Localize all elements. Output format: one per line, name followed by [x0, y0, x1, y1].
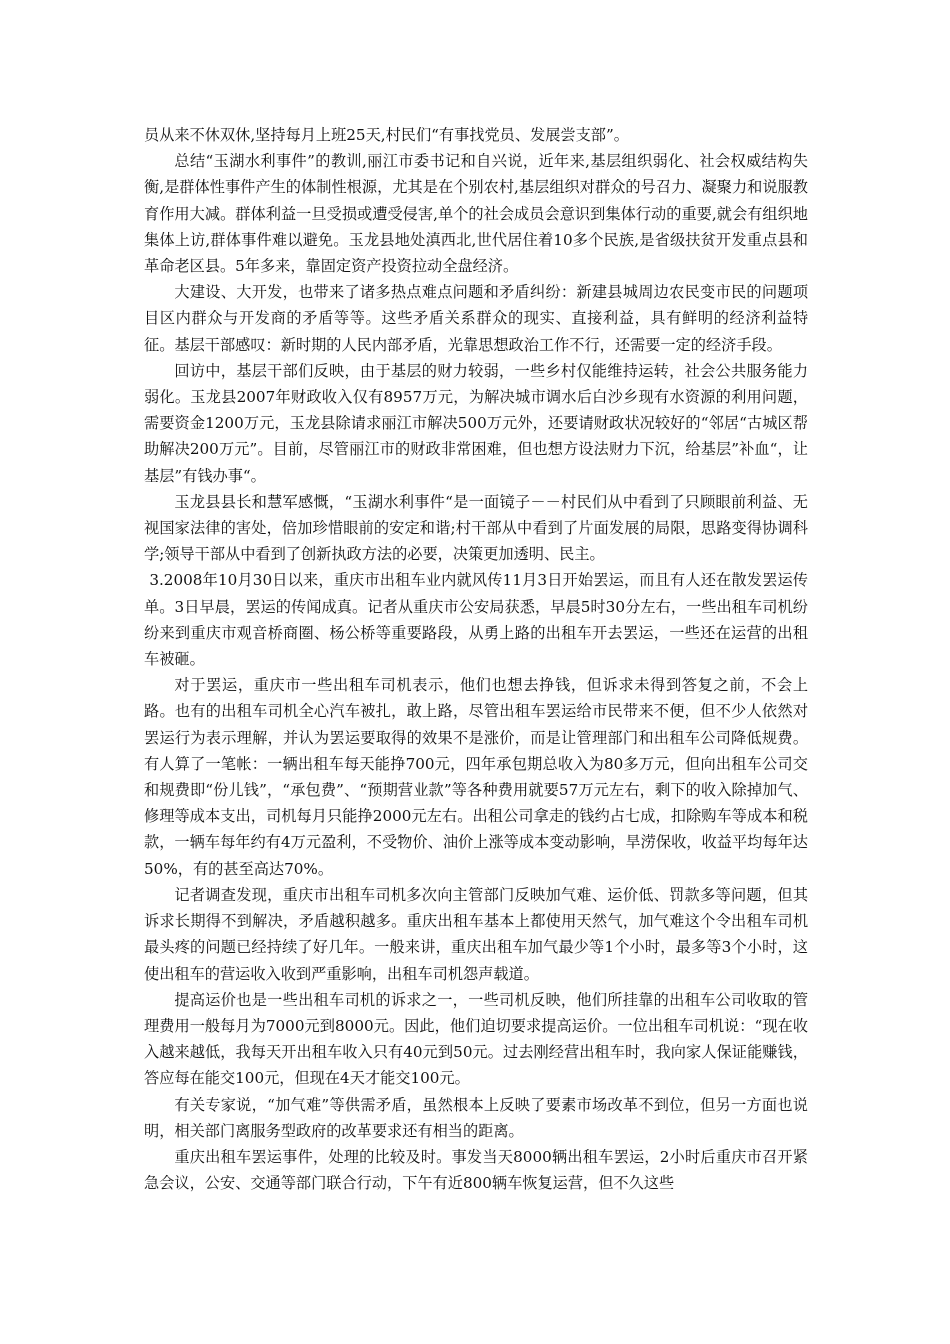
- paragraph-development-conflicts: 大建设、大开发，也带来了诸多热点难点问题和矛盾纠纷：新建县城周边农民变市民的问题项目区内群众与开发商的矛盾等等。这些矛盾关系群众的现实、直接利益，具有鲜明的经济利益特征。基层干部感叹：新时期的人民内部矛盾，光靠思想政治工作不行，还需要一定的经济手段。: [144, 283, 808, 354]
- paragraph-expert-opinion: 有关专家说，“加气难”等供需矛盾，虽然根本上反映了要素市场改革不到位，但另一方面也说明，相关部门离服务型政府的改革要求还有相当的距离。: [144, 1095, 808, 1140]
- paragraph-lesson-summary: 总结“玉湖水利事件”的教训,丽江市委书记和自兴说，近年来,基层组织弱化、社会权威结构失衡,是群体性事件产生的体制性根源，尤其是在个别农村,基层组织对群众的号召力、凝聚力和说服教育作用大减。群体利益一旦受损或遭受侵害,单个的社会成员会意识到集体行动的重要,就会有组织地集体上访,群体事件难以避免。玉龙县地处滇西北,世代居住着10多个民族,是省级扶贫开发重点县和革命老区县。5年多来，靠固定资产投资拉动全盘经济。: [144, 152, 808, 276]
- document-body: [144, 122, 808, 1196]
- paragraph-driver-views: 对于罢运，重庆市一些出租车司机表示，他们也想去挣钱，但诉求未得到答复之前，不会上路。也有的出租车司机全心汽车被扎，敢上路，尽管出租车罢运给市民带来不便，但不少人依然对罢运行为表示理解，并认为罢运要取得的效果不是涨价，而是让管理部门和出租车公司降低规费。有人算了一笔帐：一辆出租车每天能挣700元，四年承包期总收入为80多万元，但向出租车公司交和规费即“份儿钱”，“承包费”、“预期营业款”等各种费用就要57万元左右，剩下的收入除掉加气、修理等成本支出，司机每月只能挣2000元左右。出租公司拿走的钱约占七成，扣除购车等成本和税款，一辆车每年约有4万元盈利，不受物价、油价上涨等成本变动影响，旱涝保收，收益平均每年达50%，有的甚至高达70%。: [144, 676, 808, 878]
- paragraph-chongqing-strike-intro: 3.2008年10月30日以来，重庆市出租车业内就风传11月3日开始罢运，而且有人还在散发罢运传单。3日早晨，罢运的传闻成真。记者从重庆市公安局获悉，早晨5时30分左右，一些出租车司机纷纷来到重庆市观音桥商圈、杨公桥等重要路段，从勇上路的出租车开去罢运，一些还在运营的出租车被砸。: [144, 571, 808, 669]
- paragraph-continuation: 员从来不休双休,坚持每月上班25天,村民们“有事找党员、发展尝支部”。: [144, 126, 629, 144]
- paragraph-strike-handling: 重庆出租车罢运事件，处理的比较及时。事发当天8000辆出租车罢运，2小时后重庆市召开紧急会议，公安、交通等部门联合行动，下午有近800辆车恢复运营，但不久这些: [144, 1147, 808, 1193]
- paragraph-revisit-finance: 回访中，基层干部们反映，由于基层的财力较弱，一些乡村仅能维持运转，社会公共服务能力弱化。玉龙县2007年财政收入仅有8957万元，为解决城市调水后白沙乡现有水资源的利用问题，需要资金1200万元，玉龙县除请求丽江市解决500万元外，还要请财政状况较好的“邻居“古城区帮助解决200万元”。目前，尽管丽江市的财政非常困难，但也想方设法财力下沉，给基层”补血“，让基层”有钱办事“。: [144, 361, 808, 485]
- paragraph-fare-demands: 提高运价也是一些出租车司机的诉求之一，一些司机反映，他们所挂靠的出租车公司收取的管理费用一般每月为7000元到8000元。因此，他们迫切要求提高运价。一位出租车司机说：“现在收入越来越低，我每天开出租车收入只有40元到50元。过去刚经营出租车时，我向家人保证能赚钱，答应每在能交100元，但现在4天才能交100元。: [144, 990, 808, 1088]
- paragraph-reporter-findings: 记者调查发现，重庆市出租车司机多次向主管部门反映加气难、运价低、罚款多等问题，但其诉求长期得不到解决，矛盾越积越多。重庆出租车基本上都使用天然气，加气难这个令出租车司机最头疼的问题已经持续了好几年。一般来讲，重庆出租车加气最少等1个小时，最多等3个小时，这使出租车的营运收入收到严重影响，出租车司机怨声载道。: [144, 885, 808, 983]
- paragraph-county-head-remarks: 玉龙县县长和慧军感慨，“玉湖水利事件“是一面镜子－－村民们从中看到了只顾眼前利益、无视国家法律的害处，倍加珍惜眼前的安定和谐;村干部从中看到了片面发展的局限，思路变得协调科学;领导干部从中看到了创新执政方法的必要，决策更加透明、民主。: [144, 492, 808, 564]
